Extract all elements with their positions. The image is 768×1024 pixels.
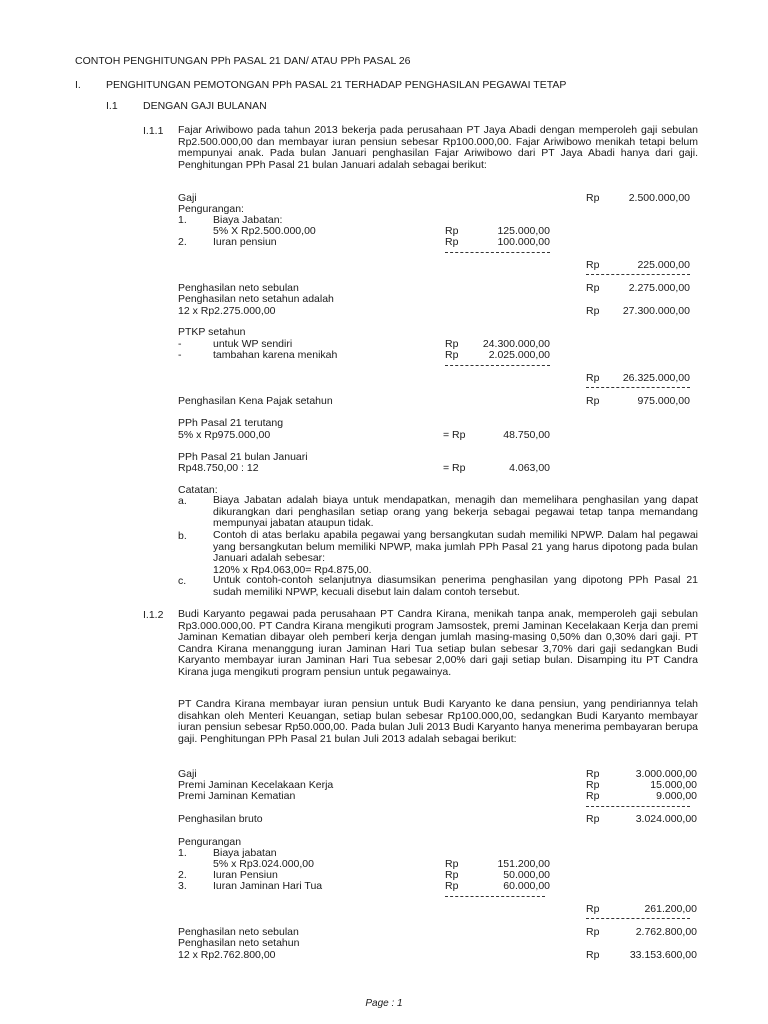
deduction-label: Biaya jabatan xyxy=(213,847,277,859)
pph-terutang-currency: = Rp xyxy=(443,429,466,441)
note-text: Contoh di atas berlaku apabila pegawai yang bersangkutan sudah memiliki NPWP. Dalam hal pegawai yang bersangkutan belum memiliki NPWP, maka jumlah PPh Pasal 21 yang harus dipotong pada bulan Januari adalah sebesar: xyxy=(213,529,698,565)
total-deduction-currency: Rp xyxy=(586,903,600,915)
note-letter: c. xyxy=(178,575,187,587)
total-divider xyxy=(586,387,690,388)
jkm-amount: 9.000,00 xyxy=(656,790,697,802)
jkk-amount: 15.000,00 xyxy=(650,779,697,791)
document-title: CONTOH PENGHITUNGAN PPh PASAL 21 DAN/ ATAU PPh PASAL 26 xyxy=(75,55,411,67)
example-paragraph: Budi Karyanto pegawai pada perusahaan PT Candra Kirana, menikah tanpa anak, memperoleh gaji sebulan Rp3.000.000,00. PT Candra Kirana mengikuti program Jamsostek, premi Jaminan Kecelakaan Kerja dan premi Jaminan Kematian dibayar oleh pemberi kerja dengan jumlah masing-masing 0,50% dan 0,30% dari gaji. PT Candra Kirana menanggung iuran Jaminan Hari Tua setiap bulan sebesar 3,70% dari gaji sedangkan Budi Karyanto membayar iuran Jaminan Hari Tua sebesar 2,00% dari gaji setiap bulan. Disamping itu PT Candra Kirana juga mengikuti program pensiun untuk pegawainya. xyxy=(178,608,698,678)
bruto-amount: 3.024.000,00 xyxy=(635,813,697,825)
jkk-label: Premi Jaminan Kecelakaan Kerja xyxy=(178,779,334,791)
deduction-currency: Rp xyxy=(445,225,459,237)
neto-setahun-currency: Rp xyxy=(586,949,600,961)
note-letter: b. xyxy=(178,530,187,542)
ptkp-item-currency: Rp xyxy=(445,338,459,350)
pph-januari-label: PPh Pasal 21 bulan Januari xyxy=(178,451,308,463)
neto-setahun-formula: 12 x Rp2.275.000,00 xyxy=(178,305,276,317)
deduction-amount: 60.000,00 xyxy=(503,880,550,892)
note-text: Untuk contoh-contoh selanjutnya diasumsikan penerima penghasilan yang dipotong PPh Pasal 21 sudah memiliki NPWP, kecuali disebut lain dalam contoh tersebut. xyxy=(213,574,698,598)
pkp-amount: 975.000,00 xyxy=(637,395,690,407)
deduction-currency: Rp xyxy=(445,869,459,881)
neto-sebulan-amount: 2.275.000,00 xyxy=(628,282,690,294)
deduction-number: 3. xyxy=(178,880,187,892)
bruto-label: Penghasilan bruto xyxy=(178,813,263,825)
neto-setahun-amount: 27.300.000,00 xyxy=(622,305,690,317)
deduction-formula: 5% x Rp3.024.000,00 xyxy=(213,858,314,870)
neto-sebulan-amount: 2.762.800,00 xyxy=(635,926,697,938)
subtotal-divider xyxy=(445,365,550,366)
gaji-amount: 2.500.000,00 xyxy=(628,192,690,204)
deduction-label: Biaya Jabatan: xyxy=(213,214,283,226)
neto-sebulan-label: Penghasilan neto sebulan xyxy=(178,282,299,294)
example-paragraph: PT Candra Kirana membayar iuran pensiun untuk Budi Karyanto ke dana pensiun, yang pendiriannya telah disahkan oleh Menteri Keuangan, setiap bulan sebesar Rp100.000,00, sedangkan Budi Karyanto membayar iuran pensiun sebesar Rp50.000,00. Pada bulan Juli 2013 Budi Karyanto hanya menerima pembayaran berupa gaji. Penghitungan PPh Pasal 21 bulan Juli 2013 adalah sebagai berikut: xyxy=(178,698,698,745)
gaji-label: Gaji xyxy=(178,768,197,780)
jkm-label: Premi Jaminan Kematian xyxy=(178,790,296,802)
bruto-currency: Rp xyxy=(586,813,600,825)
deduction-number: 1. xyxy=(178,847,187,859)
total-deduction-amount: 225.000,00 xyxy=(637,259,690,271)
gaji-currency: Rp xyxy=(586,192,600,204)
catatan-label: Catatan: xyxy=(178,484,218,496)
note-letter: a. xyxy=(178,495,187,507)
gaji-currency: Rp xyxy=(586,768,600,780)
deduction-label: Iuran pensiun xyxy=(213,236,277,248)
example-number: I.1.1 xyxy=(143,125,164,137)
pph-januari-currency: = Rp xyxy=(443,462,466,474)
deduction-label: Iuran Jaminan Hari Tua xyxy=(213,880,323,892)
deduction-number: 2. xyxy=(178,236,187,248)
neto-sebulan-label: Penghasilan neto sebulan xyxy=(178,926,299,938)
total-deduction-amount: 261.200,00 xyxy=(644,903,697,915)
neto-sebulan-currency: Rp xyxy=(586,926,600,938)
deduction-amount: 125.000,00 xyxy=(497,225,550,237)
total-ptkp-amount: 26.325.000,00 xyxy=(622,372,690,384)
deduction-amount: 100.000,00 xyxy=(497,236,550,248)
pkp-currency: Rp xyxy=(586,395,600,407)
subsection-heading: DENGAN GAJI BULANAN xyxy=(143,100,267,112)
neto-setahun-label: Penghasilan neto setahun xyxy=(178,937,300,949)
neto-setahun-amount: 33.153.600,00 xyxy=(629,949,697,961)
total-divider xyxy=(586,274,690,275)
deduction-amount: 151.200,00 xyxy=(497,858,550,870)
neto-setahun-label: Penghasilan neto setahun adalah xyxy=(178,293,334,305)
page-number: Page : 1 xyxy=(365,998,403,1009)
pph-januari-formula: Rp48.750,00 : 12 xyxy=(178,462,259,474)
ptkp-item-currency: Rp xyxy=(445,349,459,361)
deduction-number: 1. xyxy=(178,214,187,226)
deduction-currency: Rp xyxy=(445,858,459,870)
deduction-currency: Rp xyxy=(445,236,459,248)
deduction-currency: Rp xyxy=(445,880,459,892)
ptkp-item-label: tambahan karena menikah xyxy=(213,349,338,361)
pph-januari-amount: 4.063,00 xyxy=(509,462,550,474)
total-divider xyxy=(586,918,690,919)
neto-setahun-formula: 12 x Rp2.762.800,00 xyxy=(178,949,276,961)
total-ptkp-currency: Rp xyxy=(586,372,600,384)
example-intro: Fajar Ariwibowo pada tahun 2013 bekerja pada perusahaan PT Jaya Abadi dengan memperoleh gaji sebulan Rp2.500.000,00 dan membayar iuran pensiun sebesar Rp100.000,00. Fajar Ariwibowo menikah tetapi belum mempunyai anak. Pada bulan Januari penghasilan Fajar Ariwibowo dari PT Jaya Abadi hanya dari gaji. Penghitungan PPh Pasal 21 bulan Januari adalah sebagai berikut: xyxy=(178,124,698,171)
deduction-amount: 50.000,00 xyxy=(503,869,550,881)
example-number: I.1.2 xyxy=(143,609,164,621)
subsection-number: I.1 xyxy=(106,100,118,112)
section-number: I. xyxy=(75,79,81,91)
ptkp-label: PTKP setahun xyxy=(178,326,246,338)
neto-setahun-currency: Rp xyxy=(586,305,600,317)
pph-terutang-formula: 5% x Rp975.000,00 xyxy=(178,429,271,441)
pengurangan-label: Pengurangan xyxy=(178,836,242,848)
gaji-amount: 3.000.000,00 xyxy=(635,768,697,780)
deduction-number: 2. xyxy=(178,869,187,881)
total-divider xyxy=(586,806,690,807)
pengurangan-label: Pengurangan: xyxy=(178,203,244,215)
ptkp-item-label: untuk WP sendiri xyxy=(213,338,293,350)
section-heading: PENGHITUNGAN PEMOTONGAN PPh PASAL 21 TERHADAP PENGHASILAN PEGAWAI TETAP xyxy=(106,79,567,91)
subtotal-divider xyxy=(445,896,545,897)
ptkp-item-amount: 24.300.000,00 xyxy=(482,338,550,350)
neto-sebulan-currency: Rp xyxy=(586,282,600,294)
pkp-label: Penghasilan Kena Pajak setahun xyxy=(178,395,333,407)
ptkp-bullet: - xyxy=(178,338,182,350)
note-text: Biaya Jabatan adalah biaya untuk mendapatkan, menagih dan memelihara penghasilan yang dapat dikurangkan dari penghasilan setiap orang yang bekerja sebagai pegawai tetap tanpa memandang mempunyai jabatan ataupun tidak. xyxy=(213,494,698,530)
deduction-formula: 5% X Rp2.500.000,00 xyxy=(213,225,316,237)
pph-terutang-amount: 48.750,00 xyxy=(503,429,550,441)
ptkp-bullet: - xyxy=(178,349,182,361)
jkm-currency: Rp xyxy=(586,790,600,802)
gaji-label: Gaji xyxy=(178,192,197,204)
pph-terutang-label: PPh Pasal 21 terutang xyxy=(178,417,284,429)
jkk-currency: Rp xyxy=(586,779,600,791)
ptkp-item-amount: 2.025.000,00 xyxy=(488,349,550,361)
total-deduction-currency: Rp xyxy=(586,259,600,271)
deduction-label: Iuran Pensiun xyxy=(213,869,278,881)
note-calculation: 120% x Rp4.063,00= Rp4.875,00. xyxy=(213,564,372,576)
subtotal-divider xyxy=(445,252,550,253)
